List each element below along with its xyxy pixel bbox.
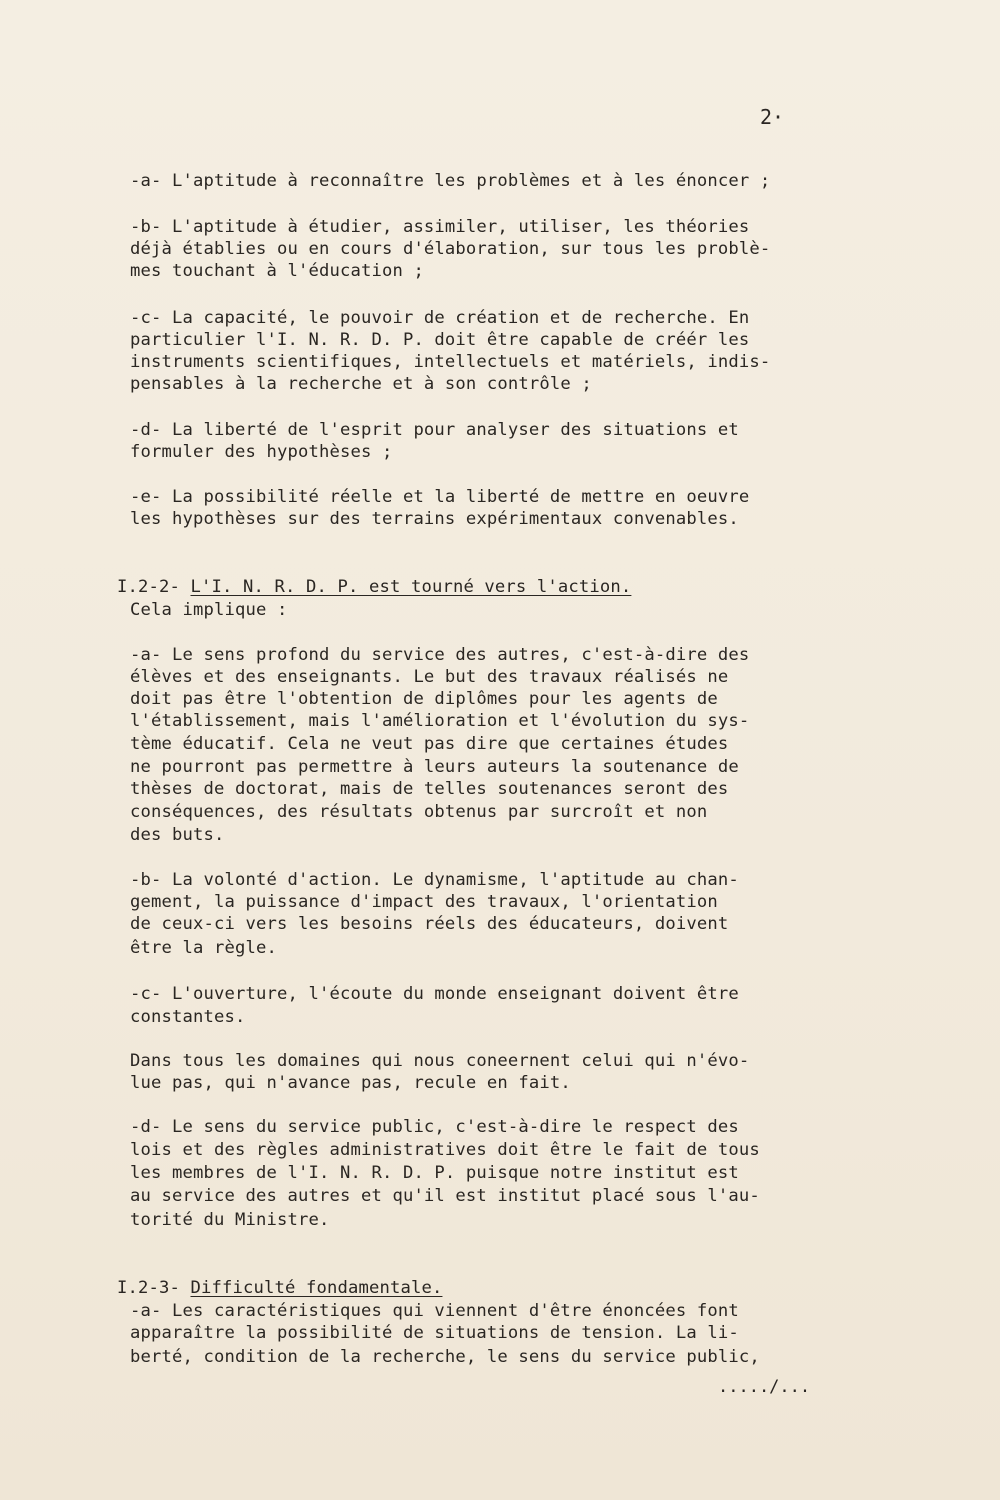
text-line: constantes. — [130, 1007, 246, 1027]
text-line: -a- Les caractéristiques qui viennent d'être énoncées font — [130, 1301, 739, 1321]
text-line: -a- L'aptitude à reconnaître les problèmes et à les énoncer ; — [130, 171, 771, 191]
text-line: -c- L'ouverture, l'écoute du monde enseignant doivent être — [130, 984, 739, 1004]
text-line: au service des autres et qu'il est institut placé sous l'au- — [130, 1186, 760, 1206]
text-line: thèses de doctorat, mais de telles soutenances seront des — [130, 779, 729, 799]
text-line: tème éducatif. Cela ne veut pas dire que certaines études — [130, 734, 729, 754]
text-line: -b- La volonté d'action. Le dynamisme, l'aptitude au chan- — [130, 870, 739, 890]
text-line: berté, condition de la recherche, le sens du service public, — [130, 1347, 760, 1367]
text-line: mes touchant à l'éducation ; — [130, 261, 424, 281]
text-line: torité du Ministre. — [130, 1210, 330, 1230]
text-line: apparaître la possibilité de situations de tension. La li- — [130, 1323, 739, 1343]
text-line: lue pas, qui n'avance pas, recule en fait. — [130, 1073, 571, 1093]
text-line: -b- L'aptitude à étudier, assimiler, utiliser, les théories — [130, 217, 750, 237]
text-line: pensables à la recherche et à son contrôle ; — [130, 374, 592, 394]
text-line: -d- Le sens du service public, c'est-à-dire le respect des — [130, 1117, 739, 1137]
text-line: de ceux-ci vers les besoins réels des éducateurs, doivent — [130, 914, 729, 934]
text-line: doit pas être l'obtention de diplômes pour les agents de — [130, 689, 718, 709]
text-line: gement, la puissance d'impact des travaux, l'orientation — [130, 892, 718, 912]
section-number: I.2-2- — [117, 577, 180, 597]
text-line: l'établissement, mais l'amélioration et l'évolution du sys- — [130, 711, 750, 731]
text-line: -c- La capacité, le pouvoir de création et de recherche. En — [130, 308, 750, 328]
text-line: ne pourront pas permettre à leurs auteurs la soutenance de — [130, 757, 739, 777]
text-line: particulier l'I. N. R. D. P. doit être capable de créér les — [130, 330, 750, 350]
text-line: instruments scientifiques, intellectuels et matériels, indis- — [130, 352, 771, 372]
text-line: les membres de l'I. N. R. D. P. puisque notre institut est — [130, 1163, 739, 1183]
text-line: être la règle. — [130, 938, 277, 958]
section-number: I.2-3- — [117, 1278, 180, 1298]
text-line: Cela implique : — [130, 600, 288, 620]
continuation-mark: ...../... — [718, 1377, 811, 1397]
text-line: -e- La possibilité réelle et la liberté de mettre en oeuvre — [130, 487, 750, 507]
section-title: Difficulté fondamentale. — [190, 1278, 443, 1298]
text-line: -a- Le sens profond du service des autres, c'est-à-dire des — [130, 645, 750, 665]
text-line: élèves et des enseignants. Le but des travaux réalisés ne — [130, 667, 729, 687]
text-line: lois et des règles administratives doit être le fait de tous — [130, 1140, 760, 1160]
page-number: 2· — [760, 105, 785, 129]
text-line: les hypothèses sur des terrains expérimentaux convenables. — [130, 509, 739, 529]
text-line: Dans tous les domaines qui nous coneernent celui qui n'évo- — [130, 1051, 750, 1071]
text-line: conséquences, des résultats obtenus par surcroît et non — [130, 802, 708, 822]
text-line: formuler des hypothèses ; — [130, 442, 393, 462]
text-line: des buts. — [130, 825, 225, 845]
text-line: -d- La liberté de l'esprit pour analyser des situations et — [130, 420, 739, 440]
text-line: déjà établies ou en cours d'élaboration, sur tous les problè- — [130, 239, 771, 259]
section-title: L'I. N. R. D. P. est tourné vers l'action. — [190, 577, 632, 597]
